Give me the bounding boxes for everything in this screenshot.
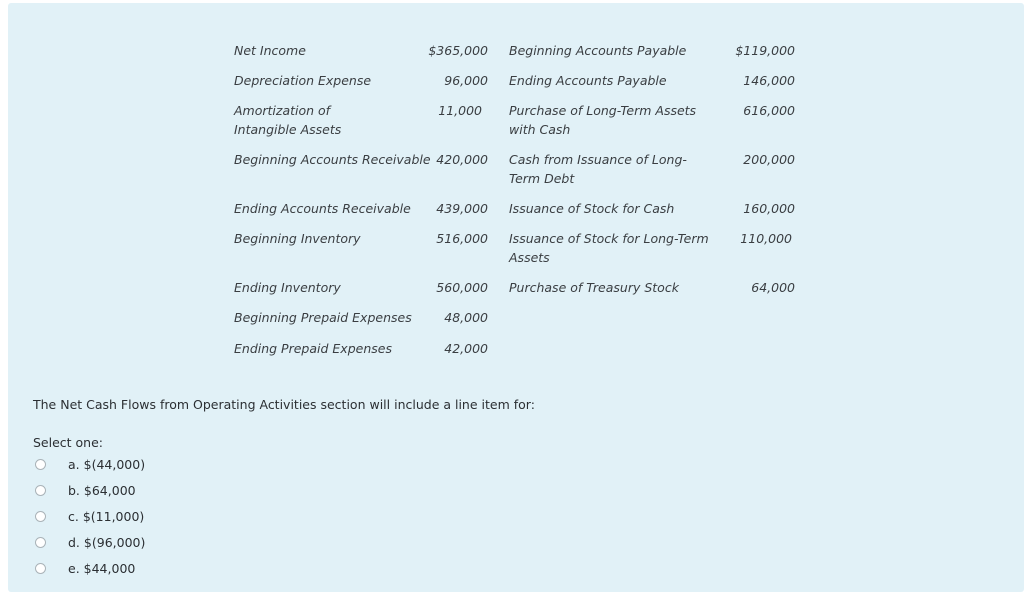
right-value: 64,000 bbox=[751, 280, 795, 295]
left-label: Ending Accounts Receivable bbox=[234, 201, 411, 216]
option-text: d. $(96,000) bbox=[68, 535, 146, 550]
right-value: 616,000 bbox=[743, 103, 795, 118]
left-label: Net Income bbox=[234, 43, 306, 58]
option-text: a. $(44,000) bbox=[68, 457, 146, 472]
right-label: Purchase of Long-Term Assets with Cash bbox=[509, 103, 697, 137]
right-value: 200,000 bbox=[743, 152, 795, 167]
left-label: Amortization of Intangible Assets bbox=[234, 103, 342, 137]
left-value: 42,000 bbox=[444, 341, 488, 356]
question-text: The Net Cash Flows from Operating Activities section will include a line item for: bbox=[33, 397, 535, 412]
left-label: Beginning Inventory bbox=[234, 231, 361, 246]
left-label: Depreciation Expense bbox=[234, 73, 372, 88]
right-value: $119,000 bbox=[735, 43, 795, 58]
select-one-label: Select one: bbox=[33, 435, 104, 450]
left-value: $365,000 bbox=[428, 43, 488, 58]
radio-button[interactable] bbox=[35, 485, 46, 496]
right-label: Beginning Accounts Payable bbox=[509, 43, 687, 58]
option-text: c. $(11,000) bbox=[68, 509, 145, 524]
option-text: b. $64,000 bbox=[68, 483, 136, 498]
right-label: Ending Accounts Payable bbox=[509, 73, 667, 88]
radio-button[interactable] bbox=[35, 511, 46, 522]
left-label: Ending Prepaid Expenses bbox=[234, 341, 392, 356]
right-value: 160,000 bbox=[743, 201, 795, 216]
left-label: Beginning Accounts Receivable bbox=[234, 152, 431, 167]
left-value: 11,000 bbox=[438, 103, 482, 118]
right-value: 110,000 bbox=[740, 231, 792, 246]
option-e[interactable] bbox=[35, 561, 295, 579]
left-value: 560,000 bbox=[436, 280, 488, 295]
left-value: 516,000 bbox=[436, 231, 488, 246]
left-value: 439,000 bbox=[436, 201, 488, 216]
right-label: Purchase of Treasury Stock bbox=[509, 280, 679, 295]
question-panel bbox=[8, 3, 1024, 592]
option-c[interactable] bbox=[35, 509, 295, 527]
left-label: Ending Inventory bbox=[234, 280, 341, 295]
option-b[interactable] bbox=[35, 483, 295, 501]
right-value: 146,000 bbox=[743, 73, 795, 88]
option-text: e. $44,000 bbox=[68, 561, 136, 576]
left-value: 420,000 bbox=[436, 152, 488, 167]
left-value: 48,000 bbox=[444, 310, 488, 325]
radio-button[interactable] bbox=[35, 537, 46, 548]
right-label: Issuance of Stock for Cash bbox=[509, 201, 675, 216]
option-d[interactable] bbox=[35, 535, 295, 553]
radio-button[interactable] bbox=[35, 563, 46, 574]
radio-button[interactable] bbox=[35, 459, 46, 470]
right-label: Issuance of Stock for Long-Term Assets bbox=[509, 231, 709, 265]
left-label: Beginning Prepaid Expenses bbox=[234, 310, 412, 325]
option-a[interactable] bbox=[35, 457, 295, 475]
left-value: 96,000 bbox=[444, 73, 488, 88]
right-label: Cash from Issuance of Long-Term Debt bbox=[509, 152, 687, 186]
